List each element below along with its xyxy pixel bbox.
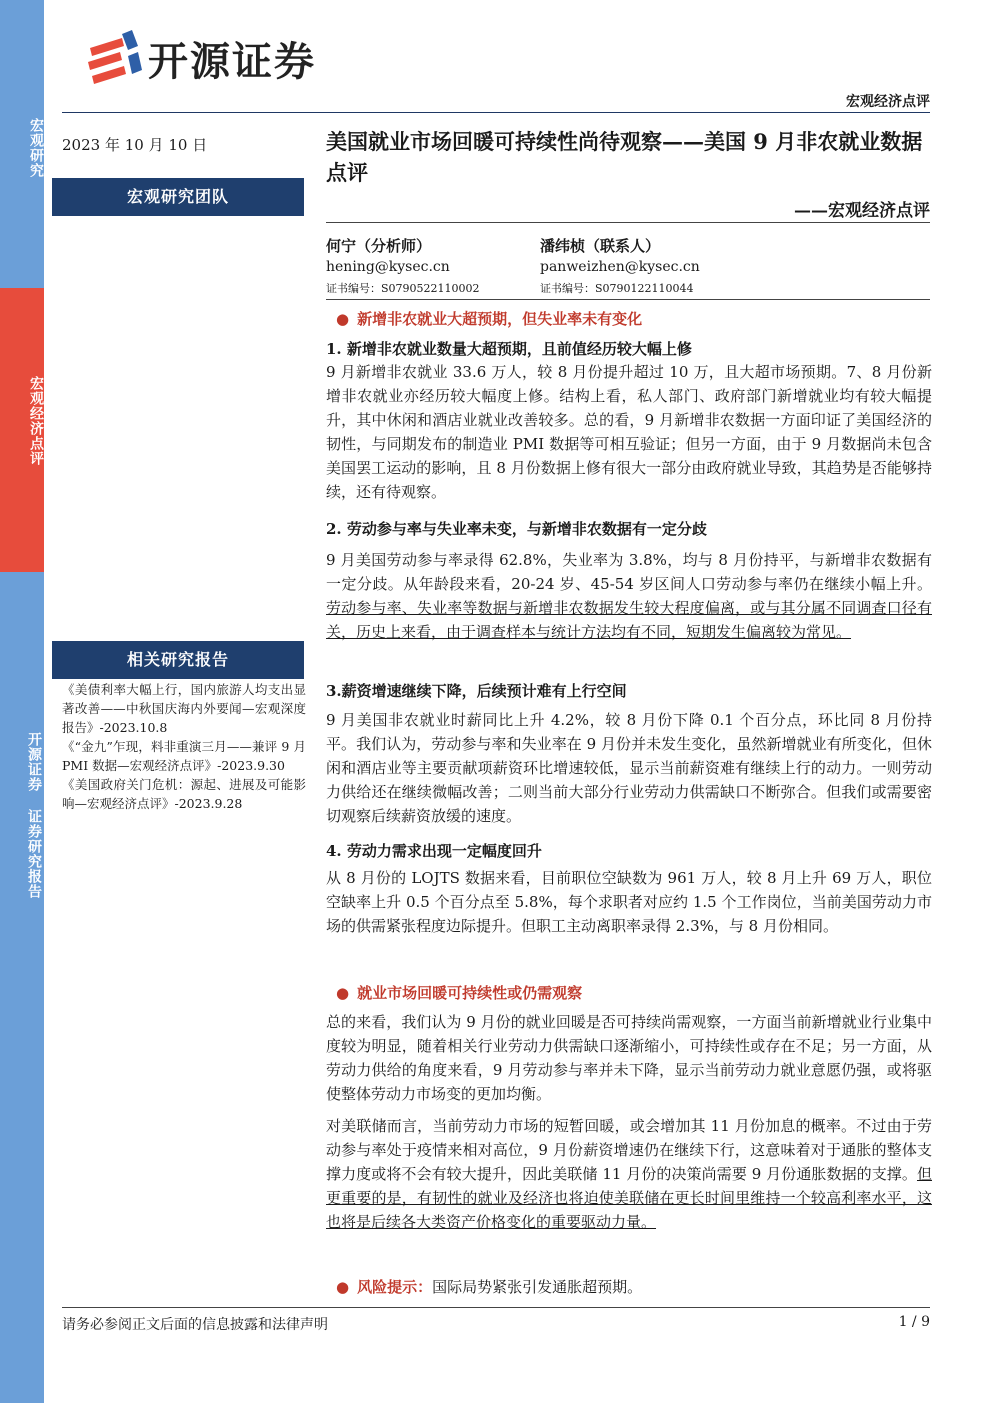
- bullet-dot-icon: ●: [336, 984, 350, 1002]
- team-box: 宏观研究团队: [52, 178, 304, 216]
- fed-paragraph: [326, 1114, 932, 1234]
- related-report-item[interactable]: 《“金九”乍现，料非重演三月——兼评 9 月 PMI 数据—宏观经济点评》-2023.9.30: [62, 739, 306, 773]
- section-2-body: 9 月美国劳动参与率录得 62.8%，失业率为 3.8%，均与 8 月份持平，与新增非农数据有一定分歧。从年龄段来看，20-24 岁、45-54 岁区间人口劳动参与率仍在继续小幅上升。: [326, 551, 932, 593]
- section-2-heading: 2. 劳动参与率与失业率未变，与新增非农数据有一定分歧: [326, 520, 707, 538]
- section-3-text: 9 月美国非农就业时薪同比上升 4.2%，较 8 月份下降 0.1 个百分点，环比同 8 月份持平。我们认为，劳动参与率和失业率在 9 月份并未发生变化，虽然新增就业有所变化，但休闲和酒店业等主要贡献项薪资环比增速较低，显示当前薪资难有继续上行的动力。一则劳动力供给还在继续微幅改善；二则当前大部分行业劳动力供需缺口不断弥合。但我们或需要密切观察后续薪资放缓的速度。: [326, 711, 932, 825]
- logo-mark-icon: [84, 30, 144, 90]
- title-divider: [326, 222, 930, 223]
- section-2-underline: 劳动参与率、失业率等数据与新增非农数据发生较大程度偏离，或与其分属不同调查口径有关，历史上来看，由于调查样本与统计方法均有不同，短期发生偏离较为常见。: [326, 599, 932, 641]
- risk-text: 国际局势紧张引发通胀超预期。: [432, 1278, 643, 1296]
- summary-paragraph: 总的来看，我们认为 9 月份的就业回暖是否可持续尚需观察，一方面当前新增就业行业集中度较为明显，随着相关行业劳动力供需缺口逐渐缩小，可持续性或存在不足；另一方面，从劳动力供给的角度来看，9 月劳动参与率并未下降，显示当前劳动力就业意愿仍强，或将驱使整体劳动力市场变的更加均衡。: [326, 1013, 932, 1103]
- author-email[interactable]: hening@kysec.cn: [326, 259, 450, 275]
- section-3-heading: 3.薪资增速继续下降，后续预计难有上行空间: [326, 682, 627, 700]
- logo-text: 开源证券: [148, 39, 316, 85]
- footer-disclaimer[interactable]: 请务必参阅正文后面的信息披露和法律声明: [62, 1317, 328, 1333]
- author-cert: 证书编号：S0790522110002: [326, 282, 480, 295]
- related-report-item[interactable]: 《美国政府关门危机：源起、进展及可能影响—宏观经济点评》-2023.9.28: [62, 777, 306, 811]
- fed-body: 对美联储而言，当前劳动力市场的短暂回暖，或会增加其 11 月份加息的概率。不过由于劳动参与率处于疫情来相对高位，9 月份薪资增速仍在继续下行，这意味着对于通胀的整体支撑力度或将不会有较大提升，因此美联储 11 月份的决策尚需要 9 月份通胀数据的支撑。: [326, 1117, 932, 1183]
- page-number: 1 / 9: [898, 1314, 930, 1330]
- sidebar-label-review: 宏观经济点评: [28, 376, 44, 466]
- author-email[interactable]: panweizhen@kysec.cn: [540, 259, 700, 275]
- risk-note: [336, 1276, 642, 1297]
- sidebar-label-kysec: 开源证券 证券研究报告: [26, 731, 42, 899]
- key-point-text: 就业市场回暖可持续性或仍需观察: [357, 984, 583, 1002]
- related-reports-box: 相关研究报告: [52, 641, 304, 679]
- section-1-heading: 1. 新增非农就业数量大超预期，且前值经历较大幅上修: [326, 340, 692, 358]
- footer-divider: [62, 1307, 930, 1308]
- report-date: 2023 年 10 月 10 日: [62, 136, 208, 154]
- report-subtitle: ——宏观经济点评: [794, 201, 930, 221]
- section-2-text: [326, 548, 932, 644]
- related-reports-list: [62, 680, 306, 813]
- section-1-text: 9 月新增非农就业 33.6 万人，较 8 月份提升超过 10 万，且大超市场预期。7、8 月份新增非农就业亦经历较大幅度上修。结构上看，私人部门、政府部门新增就业均有较大幅提升，其中休闲和酒店业就业改善较多。总的看，9 月新增非农数据一方面印证了美国经济的韧性，与同期发布的制造业 PMI 数据等可相互验证；但另一方面，由于 9 月数据尚未包含美国罢工运动的影响，且 8 月份数据上修有很大一部分由政府就业导致，其趋势是否能够持续，还有待观察。: [326, 363, 932, 501]
- risk-label: 风险提示：: [357, 1278, 433, 1296]
- key-point-text: 新增非农就业大超预期，但失业率未有变化: [357, 310, 643, 328]
- sidebar-segment-kysec: [0, 572, 44, 1403]
- bullet-dot-icon: ●: [336, 1278, 350, 1296]
- header-divider: [62, 112, 930, 113]
- author-2: [540, 236, 700, 299]
- author-name: 潘纬桢（联系人）: [540, 237, 661, 255]
- sidebar: [0, 0, 44, 1403]
- author-name: 何宁（分析师）: [326, 237, 432, 255]
- section-4-heading: 4. 劳动力需求出现一定幅度回升: [326, 842, 542, 860]
- author-1: [326, 236, 480, 299]
- related-report-item[interactable]: 《美债利率大幅上行，国内旅游人均支出显著改善——中秋国庆海内外要闻—宏观深度报告》-2023.10.8: [62, 682, 306, 735]
- key-point-1: [336, 308, 642, 329]
- author-cert: 证书编号：S0790122110044: [540, 282, 694, 295]
- key-point-2: [336, 982, 582, 1003]
- author-divider: [326, 299, 930, 300]
- bullet-dot-icon: ●: [336, 310, 350, 328]
- report-title: 美国就业市场回暖可持续性尚待观察——美国 9 月非农就业数据点评: [326, 129, 923, 185]
- sidebar-label-macro: 宏观研究: [28, 118, 44, 178]
- fed-underline: 但更重要的是，有韧性的就业及经济也将迫使美联储在更长时间里维持一个较高利率水平，这也将是后续各大类资产价格变化的重要驱动力量。: [326, 1165, 932, 1231]
- section-4-text: 从 8 月份的 LOJTS 数据来看，目前职位空缺数为 961 万人，较 8 月上升 69 万人，职位空缺率上升 0.5 个百分点至 5.8%，每个求职者对应约 1.5 个工作岗位，当前美国劳动力市场的供需紧张程度边际提升。但职工主动离职率录得 2.3%，与 8 月份相同。: [326, 869, 932, 935]
- header-category: 宏观经济点评: [846, 94, 930, 110]
